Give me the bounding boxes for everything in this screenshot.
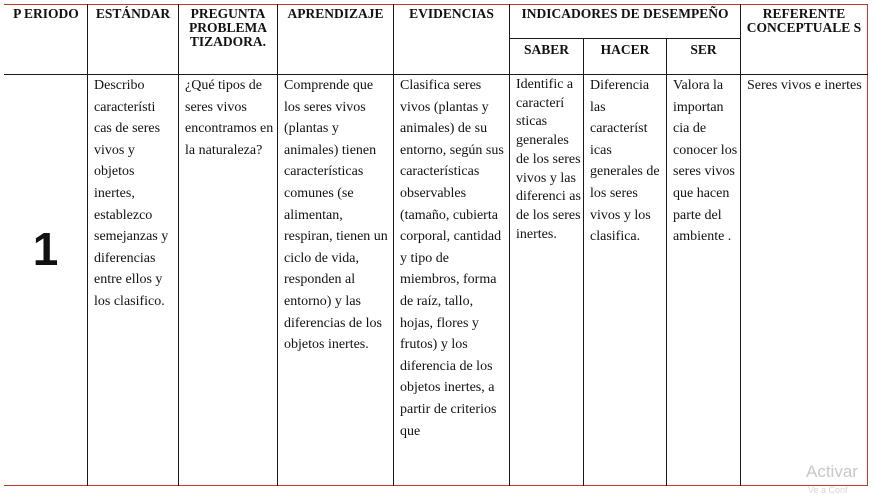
cell-hacer: Diferencia las característ icas generales de los seres vivos y los clasifica. <box>590 78 660 245</box>
activation-watermark-subtext: Ve a Conf <box>808 485 848 495</box>
column-divider <box>178 4 179 486</box>
activation-watermark: Activar <box>806 462 858 481</box>
column-divider <box>277 4 278 486</box>
column-divider <box>583 38 584 486</box>
cell-aprendizaje: Comprende que los seres vivos (plantas y animales) tienen características comunes (se alimentan, respiran, tienen un ciclo de vida, responden al entorno) y las diferencias de los objetos inertes. <box>284 78 388 353</box>
column-divider <box>740 4 741 486</box>
header-indicadores: INDICADORES DE DESEMPEÑO <box>521 6 729 21</box>
header-hacer: HACER <box>600 42 650 57</box>
cell-saber: Identific a caracterí sticas generales de los seres vivos y las diferenci as de los seres inertes. <box>516 77 581 242</box>
column-divider <box>87 4 88 486</box>
header-estandar: ESTÁNDAR <box>95 6 171 21</box>
subheader-divider <box>509 38 740 39</box>
header-pregunta: PREGUNTA PROBLEMA TIZADORA. <box>188 6 267 49</box>
header-periodo: P ERIODO <box>13 6 79 21</box>
cell-estandar: Describo característi cas de seres vivos y objetos inertes, establezco semejanzas y diferencias entre ellos y los clasifico. <box>94 78 169 309</box>
cell-pregunta: ¿Qué tipos de seres vivos encontramos en la naturaleza? <box>185 78 274 158</box>
header-evidencias: EVIDENCIAS <box>409 6 494 21</box>
cell-ser: Valora la importan cia de conocer los seres vivos que hacen parte del ambiente . <box>673 78 738 245</box>
column-divider <box>666 38 667 486</box>
column-divider <box>393 4 394 486</box>
header-referente: REFERENTE CONCEPTUALE S <box>746 6 862 35</box>
column-divider <box>509 4 510 486</box>
cell-evidencias: Clasifica seres vivos (plantas y animales) de su entorno, según sus características observables (tamaño, cubierta corporal, cantidad y tipo de miembros, forma de raíz, tallo, hojas, flores y frutos) y los diferencia de los objetos inertes, a partir de criterios que <box>400 78 504 439</box>
periodo-number: 1 <box>32 223 59 275</box>
cell-referente: Seres vivos e inertes <box>747 78 862 93</box>
header-ser: SER <box>690 42 717 57</box>
header-aprendizaje: APRENDIZAJE <box>287 6 384 21</box>
header-saber: SABER <box>523 42 569 57</box>
